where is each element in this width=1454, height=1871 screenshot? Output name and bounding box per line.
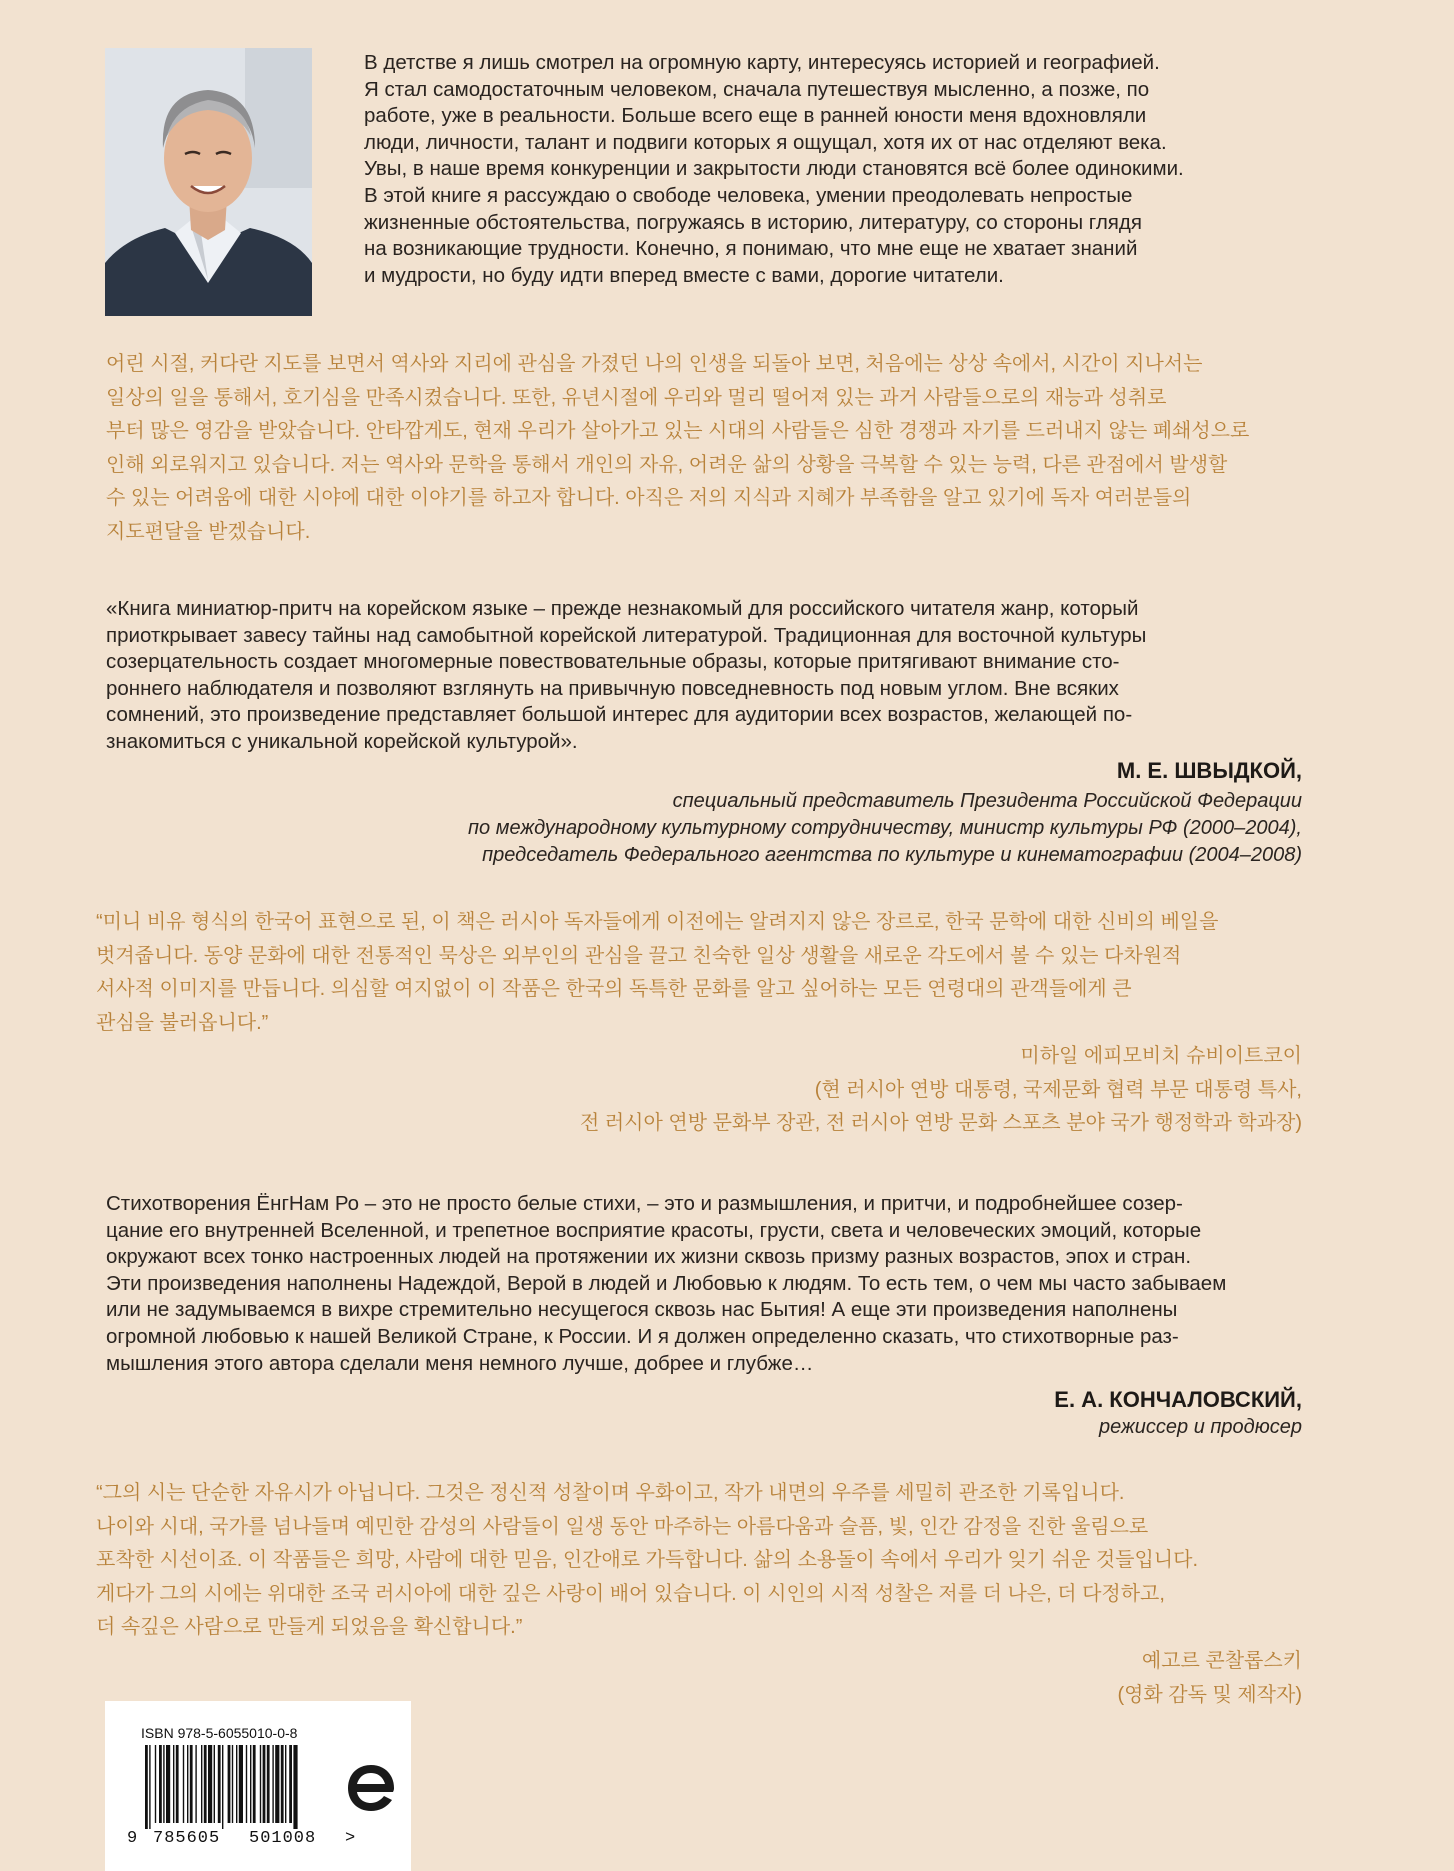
review1-role-line: специальный представитель Президента Российской Федерации [672, 790, 1302, 812]
barcode-bar [275, 1745, 279, 1823]
bio-ko-line: 부터 많은 영감을 받았습니다. 안타깝게도, 현재 우리가 살아가고 있는 시대의 사람들은 심한 경쟁과 자기를 드러내지 않는 폐쇄성으로 [106, 420, 1250, 442]
eksmo-logo-icon [342, 1759, 400, 1817]
barcode-bar [204, 1745, 207, 1823]
barcode-bar [236, 1745, 237, 1823]
barcode-bar [263, 1745, 266, 1823]
barcode-bar [149, 1745, 150, 1829]
bio-ru-line: Увы, в наше время конкуренции и закрытости люди становятся всё более одинокими. [364, 157, 1184, 181]
barcode-bar [190, 1745, 193, 1823]
barcode-bar [173, 1745, 174, 1823]
isbn-label: ISBN 978-5-6055010-0-8 [141, 1725, 298, 1741]
bio-ru-line: В детстве я лишь смотрел на огромную карту, интересуясь историей и географией. [364, 51, 1160, 74]
barcode-bar [246, 1745, 247, 1823]
bio-ru-line: жизненные обстоятельства, погружаясь в историю, литературу, со стороны глядя [364, 210, 1142, 234]
review2-ru-line: цание его внутренней Вселенной, и трепетное восприятие красоты, грусти, света и человеческих эмоций, которые [106, 1218, 1202, 1242]
barcode-block [105, 1701, 411, 1871]
review2-signature-role [500, 1414, 1302, 1441]
author-bio-ru [364, 50, 1302, 289]
barcode-bar [260, 1745, 261, 1823]
barcode-bar [155, 1745, 156, 1823]
review1-ko-sig-line: (현 러시아 연방 대통령, 국제문화 협력 부문 대통령 특사, [814, 1078, 1302, 1101]
barcode-bar [293, 1745, 297, 1829]
review2-role-line: режиссер и продюсер [1099, 1416, 1302, 1438]
review1-role-line: по международному культурному сотрудничеству, министр культуры РФ (2000–2004), [468, 817, 1302, 839]
bio-ko-line: 지도편달을 받겠습니다. [106, 520, 311, 543]
barcode-digit-first: 9 [127, 1829, 139, 1848]
barcode-bar [285, 1745, 286, 1823]
review2-ko-line: “그의 시는 단순한 자유시가 아닙니다. 그것은 정신적 성찰이며 우화이고, 작가 내면의 우주를 세밀히 관조한 기록입니다. [96, 1482, 1125, 1504]
bio-ko-line: 일상의 일을 통해서, 호기심을 만족시켰습니다. 또한, 유년시절에 우리와 멀리 떨어져 있는 과거 사람들으로의 재능과 성취로 [106, 386, 1167, 409]
barcode-bar [166, 1745, 170, 1823]
barcode-bar [250, 1745, 251, 1823]
barcode-bar [232, 1745, 233, 1823]
review1-ru-line: приоткрывает завесу тайны над самобытной корейской литературой. Традиционная для восточной культуры [106, 623, 1147, 647]
review2-ko-sig-line: 예고르 콘찰롭스키 [1141, 1650, 1302, 1672]
review2-ko-line: 게다가 그의 시에는 위대한 조국 러시아에 대한 깊은 사랑이 배어 있습니다. 이 시인의 시적 성찰은 저를 더 나은, 더 다정하고, [96, 1582, 1165, 1605]
barcode-bar [201, 1745, 202, 1823]
author-portrait-icon [105, 48, 312, 316]
review2-ko-sig-line: (영화 감독 및 제작자) [1117, 1683, 1302, 1706]
review2-ko-signature [700, 1645, 1302, 1712]
review1-ru-line: сомнений, это произведение представляет большой интерес для аудитории всех возрастов, желающей по- [106, 703, 1133, 727]
barcode-digits-group1: 785605 [153, 1829, 221, 1848]
review1-ko-sig-line: 미하일 에피모비치 슈비이트코이 [1020, 1045, 1302, 1067]
review1-ko-line: 벗겨줍니다. 동양 문화에 대한 전통적인 묵상은 외부인의 관심을 끌고 친숙한 일상 생활을 새로운 각도에서 볼 수 있는 다차원적 [96, 944, 1182, 967]
review2-ru-line: мышления этого автора сделали меня немного лучше, добрее и глубже… [106, 1351, 814, 1375]
review1-role-line: председатель Федерального агентства по культуре и кинематографии (2004–2008) [482, 844, 1302, 866]
bio-ru-line: работе, уже в реальности. Больше всего еще в ранней юности меня вдохновляли [364, 104, 1147, 128]
bio-ru-line: люди, личности, талант и подвиги которых я ощущал, хотя их от нас отделяют века. [364, 130, 1167, 154]
review1-ko [96, 906, 1302, 1040]
review2-ru [106, 1191, 1302, 1377]
review1-ru-line: «Книга миниатюр-притч на корейском языке – прежде незнакомый для российского читателя жанр, который [106, 597, 1139, 620]
barcode-bar [272, 1745, 273, 1823]
bio-ru-line: на возникающие трудности. Конечно, я понимаю, что мне еще не хватает знаний [364, 237, 1138, 261]
barcode-bar [239, 1745, 243, 1823]
review2-ru-line: или не задумываемся в вихре стремительно несущегося сквозь нас Бытия! А еще эти произведения наполнены [106, 1298, 1178, 1322]
review2-ko-line: 나이와 시대, 국가를 넘나들며 예민한 감성의 사람들이 일생 동안 마주하는 아름다움과 슬픔, 빛, 인간 감정을 진한 울림으로 [96, 1515, 1149, 1538]
review2-ru-line: окружают всех тонко настроенных людей на протяжении их жизни сквозь призму разных возрастов, эпох и стран. [106, 1245, 1192, 1269]
barcode-bar [163, 1745, 164, 1823]
barcode-icon [143, 1745, 343, 1829]
bio-ru-line: и мудрости, но буду идти вперед вместе с вами, дорогие читатели. [364, 263, 1004, 287]
review2-ru-line: Стихотворения ЁнгНам Ро – это не просто белые стихи, – это и размышления, и притчи, и подробнейшее созер- [106, 1192, 1183, 1215]
barcode-bar [187, 1745, 188, 1823]
barcode-bar [208, 1745, 212, 1823]
barcode-bar [176, 1745, 179, 1823]
review1-signature-name: М. Е. ШВЫДКОЙ, [1116, 758, 1302, 783]
barcode-bar [222, 1745, 223, 1829]
barcode-bar [218, 1745, 221, 1823]
review1-ko-sig-line: 전 러시아 연방 문화부 장관, 전 러시아 연방 문화 스포츠 분야 국가 행정학과 학과장) [579, 1112, 1302, 1134]
barcode-bar [183, 1745, 184, 1823]
review2-signature-name: Е. А. КОНЧАЛОВСКИЙ, [1054, 1387, 1302, 1412]
review1-ru [106, 596, 1302, 756]
review1-ru-line: знакомиться с уникальной корейской культурой». [106, 729, 578, 753]
review1-signature-role [300, 788, 1302, 869]
review1-ru-line: роннего наблюдателя и позволяют взглянуть на привычную повседневность под новым углом. Вне всяких [106, 676, 1119, 700]
review1-ru-line: созерцательность создает многомерные повествовательные образы, которые притягивают внимание сто- [106, 650, 1120, 674]
bio-ko-line: 인해 외로워지고 있습니다. 저는 역사와 문학을 통해서 개인의 자유, 어려운 삶의 상황을 극복할 수 있는 능력, 다른 관점에서 발생할 [106, 453, 1228, 476]
bio-ko-line: 어린 시절, 커다란 지도를 보면서 역사와 지리에 관심을 가졌던 나의 인생을 되돌아 보면, 처음에는 상상 속에서, 시간이 지나서는 [106, 353, 1203, 375]
barcode-bar [281, 1745, 284, 1823]
review1-ko-line: “미니 비유 형식의 한국어 표현으로 된, 이 책은 러시아 독자들에게 이전에는 알려지지 않은 장르로, 한국 문학에 대한 신비의 베일을 [96, 911, 1219, 933]
review1-ko-line: 서사적 이미지를 만듭니다. 의심할 여지없이 이 작품은 한국의 독특한 문화를 알고 싶어하는 모든 연령대의 관객들에게 큰 [96, 978, 1132, 1000]
barcode-bar [289, 1745, 292, 1823]
review2-ko-line: 포착한 시선이죠. 이 작품들은 희망, 사람에 대한 믿음, 인간애로 가득합니다. 삶의 소용돌이 속에서 우리가 잊기 쉬운 것들입니다. [96, 1549, 1199, 1571]
barcode-bar [159, 1745, 162, 1823]
barcode-bar [253, 1745, 256, 1823]
barcode-bar [267, 1745, 270, 1823]
review2-ko [96, 1477, 1302, 1645]
review1-ko-line: 관심을 불러옵니다.” [96, 1011, 269, 1034]
barcode-digits-end: > [345, 1829, 357, 1848]
barcode-bar [228, 1745, 231, 1823]
bio-ru-line: Я стал самодостаточным человеком, сначала путешествуя мысленно, а позже, по [364, 77, 1150, 101]
barcode-bar [214, 1745, 215, 1823]
barcode-bar [145, 1745, 148, 1829]
review2-ru-line: огромной любовью к нашей Великой Стране, к России. И я должен определенно сказать, что стихотворные раз- [106, 1324, 1179, 1348]
review1-ko-signature [300, 1040, 1302, 1141]
author-bio-ko [106, 348, 1302, 549]
bio-ru-line: В этой книге я рассуждаю о свободе человека, умении преодолевать непростые [364, 183, 1133, 207]
review2-ko-line: 더 속깊은 사람으로 만들게 되었음을 확신합니다.” [96, 1616, 523, 1638]
barcode-digits-group2: 501008 [249, 1829, 317, 1848]
review2-ru-line: Эти произведения наполнены Надеждой, Верой в людей и Любовью к людям. То есть тем, о чем мы часто забываем [106, 1271, 1227, 1295]
barcode-bar [195, 1745, 196, 1823]
author-photo [105, 48, 312, 316]
bio-ko-line: 수 있는 어려움에 대한 시야에 대한 이야기를 하고자 합니다. 아직은 저의 지식과 지혜가 부족함을 알고 있기에 독자 여러분들의 [106, 487, 1192, 509]
